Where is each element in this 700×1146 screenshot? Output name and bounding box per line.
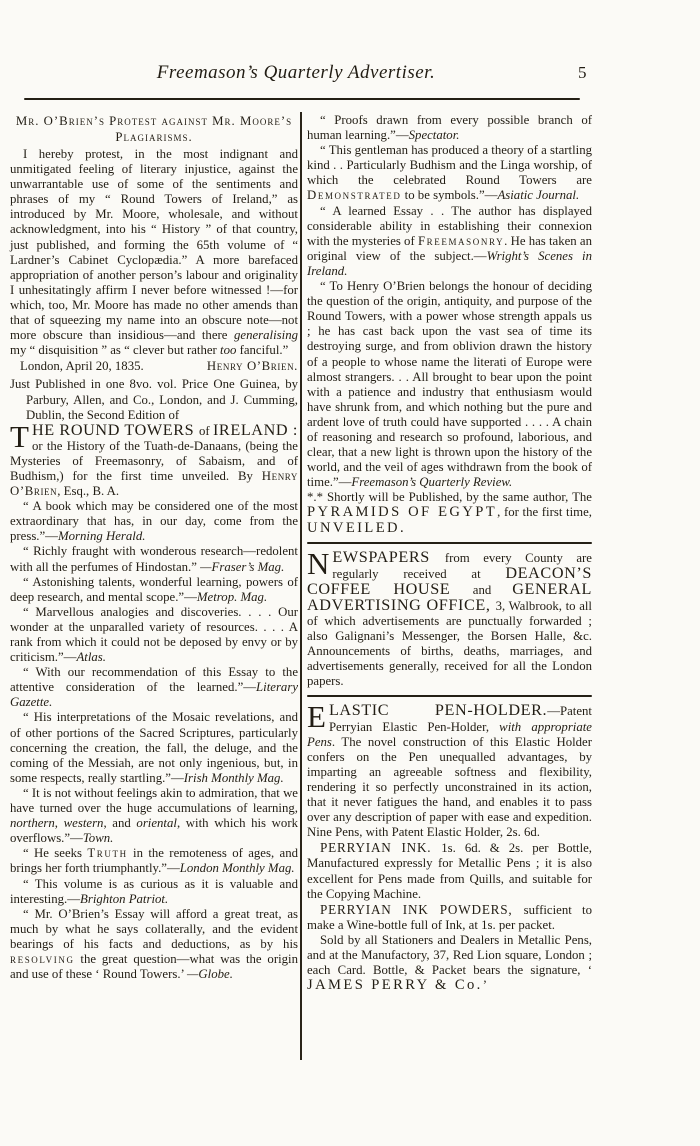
- review-london-monthly-mag: “ He seeks Truth in the remoteness of ages, and brings her forth triumphantly.”—London Monthly Mag.: [10, 846, 298, 876]
- article-heading-line2: Plagiarisms.: [115, 130, 193, 144]
- review-freemasons-quarterly: “ To Henry O’Brien belongs the honour of deciding the question of the origin, antiquity, and purpose of the Round Towers, with a power whose strength appals us ; he has cast back upon the vast sea of time its destroying surge, and from oblivion drawn the history of a people to whose name the literati of Europe were almost strangers. . . All brought to bear upon the point with a patience and industry that enthusiasm would have shrunk from, and which nothing but the pure and ardent love of truth could have supported . . . . A chain of reasoning and research so profound, laborious, and clear, that a new light is thrown upon the history of the world, and the veil of ages withdrawn from the book of time.”—Freemason’s Quarterly Review.: [307, 279, 592, 490]
- review-literary-gazette: “ With our recommendation of this Essay to the attentive consideration of the learned.”—Literary Gazette.: [10, 665, 298, 710]
- review-wrights-scenes: “ A learned Essay . . The author has displayed considerable ability in establishing their connexion with the mysteries of Freemasonry. He has taken an original view of the subject.—Wright’s Scenes in Ireland.: [307, 203, 593, 278]
- review-asiatic-journal: “ This gentleman has produced a theory of a startling kind . . Particularly Budhism and the Linga worship, of which the celebrated Round Towers are Demonstrated to be symbols.”—Asiatic Journal.: [307, 143, 592, 203]
- dropcap-initial-N: N: [307, 545, 330, 581]
- perryian-ink-paragraph: PERRYIAN INK. 1s. 6d. & 2s. per Bottle, Manufactured expressly for Metallic Pens ; it is also excellent for Pens made from Quills, and suitable for the Copying Machine.: [307, 840, 593, 901]
- left-column: [10, 113, 298, 982]
- ink-powders-paragraph: PERRYIAN INK POWDERS, sufficient to make a Wine-bottle full of Ink, at 1s. per packet.: [307, 901, 592, 932]
- dateline: [10, 359, 298, 374]
- book-title-text: HE ROUND TOWERS of IRELAND : or the History of the Tuath-de-Danaans, (being the Mysteries of Freemasonry, of Sabaism, and of Budhism,) for the first time unveiled. By Henry O’Brien, Esq., B. A.: [10, 420, 298, 499]
- section-rule-2: [307, 695, 592, 697]
- review-morning-herald: “ A book which may be considered one of the most extraordinary that has, in our day, come from the press.”—Morning Herald.: [10, 499, 298, 544]
- book-title-paragraph: [10, 418, 298, 499]
- dateline-place-date: London, April 20, 1835.: [20, 359, 144, 374]
- review-town: “ It is not without feelings akin to admiration, that we have turned over the huge accumulations of learning, northern, western, and oriental, with which his work overflows.”—Town.: [10, 785, 298, 846]
- imprint-paragraph: Just Published in one 8vo. vol. Price One Guinea, by Parbury, Allen, and Co., London, and J. Cumming, Dublin, the Second Edition of: [10, 377, 298, 422]
- review-atlas: “ Marvellous analogies and discoveries. . . . Our wonder at the unparalled variety of resources. . . . A rank from which it could not be deposed by envy or by criticism.”—Atlas.: [10, 604, 298, 665]
- dropcap-initial-E: E: [307, 699, 326, 735]
- review-spectator: “ Proofs drawn from every possible branch of human learning.”—Spectator.: [307, 113, 592, 143]
- penholder-advert-text: LASTIC PEN-HOLDER.—Patent Perryian Elastic Pen-Holder, with appropriate Pens. The novel construction of this Elastic Holder confers on the Pen unequalled advantages, by imparting an agreeable softness and flexibility, rendering it so perfectly unconstrained in its action, that it never fatigues the hand, and enables it to pass over any description of paper with ease and expedition. Nine Pens, with Patent Elastic Holder, 2s. 6d.: [307, 701, 592, 840]
- dateline-signature: Henry O’Brien.: [206, 359, 298, 374]
- penholder-advert: [307, 699, 592, 840]
- pyramids-announcement: *.* Shortly will be Published, by the same author, The PYRAMIDS OF EGYPT, for the first time, UNVEILED.: [307, 490, 592, 536]
- column-divider: [300, 112, 302, 1060]
- sold-by-paragraph: Sold by all Stationers and Dealers in Metallic Pens, and at the Manufactory, 37, Red Lion square, London ; each Card. Bottle, & Packet bears the signature, ‘ JAMES PERRY & Co.’: [307, 932, 592, 994]
- review-globe: “ Mr. O’Brien’s Essay will afford a great treat, as much by what he says collaterally, and the evident bearings of his facts and deductions, as by his resolving the great question—what was the origin and use of these ‘ Round Towers.’ —Globe.: [10, 906, 298, 982]
- header-rule: [24, 98, 580, 100]
- protest-paragraph: I hereby protest, in the most indignant and unmitigated feeling of literary injustice, against the unwarrantable use of some of the sentiments and phrases of my “ Round Towers of Ireland,” as introduced by Mr. Moore, wholesale, and without acknowledgment, into his “ History ” of that country, just published, and forming the 65th volume of “ Lardner’s Cabinet Cyclopædia.” A more barefaced appropriation of another person’s labour and originality I unhesitatingly affirm I never before witnessed !—for which, too, Mr. Moore has made no other amends than that of squeezing my name into an obscure note—not more obscure than insidious—and there generalising my “ disquisition ” as “ clever but rather too fanciful.”: [10, 147, 298, 358]
- journal-title: Freemason’s Quarterly Advertiser.: [156, 62, 436, 83]
- page-number: 5: [578, 63, 587, 82]
- review-metrop-mag: “ Astonishing talents, wonderful learning, powers of deep research, and mental scope.”—Metrop. Mag.: [10, 574, 298, 604]
- review-irish-monthly-mag: “ His interpretations of the Mosaic revelations, and of other portions of the Sacred Scriptures, particularly concerning the creation, the fall, the deluge, and the coming of the Messiah, are not only ingenious, but, in some respects, really startling.”—Irish Monthly Mag.: [10, 710, 298, 785]
- section-rule-1: [307, 542, 592, 544]
- article-heading-line1: Mr. O’Brien’s Protest against Mr. Moore’s: [15, 114, 293, 128]
- newspapers-advert: [307, 545, 592, 690]
- article-heading: [10, 113, 298, 145]
- review-brighton-patriot: “ This volume is as curious as it is valuable and interesting.—Brighton Patriot.: [10, 876, 298, 906]
- dropcap-initial-T: T: [10, 418, 29, 454]
- right-column: [307, 113, 592, 993]
- review-frasers-mag: “ Richly fraught with wonderous research—redolent with all the perfumes of Hindostan.” —Fraser’s Mag.: [10, 544, 298, 574]
- newspapers-advert-text: EWSPAPERS from every County are regularly received at DEACON’S COFFEE HOUSE and GENERAL ADVERTISING OFFICE, 3, Walbrook, to all of which advertisements are punctually forwarded ; also Galignani’s Messenger, the Borsen Halle, &c. Announcements of births, deaths, marriages, and advertisements generally, received for all the London papers.: [307, 547, 592, 689]
